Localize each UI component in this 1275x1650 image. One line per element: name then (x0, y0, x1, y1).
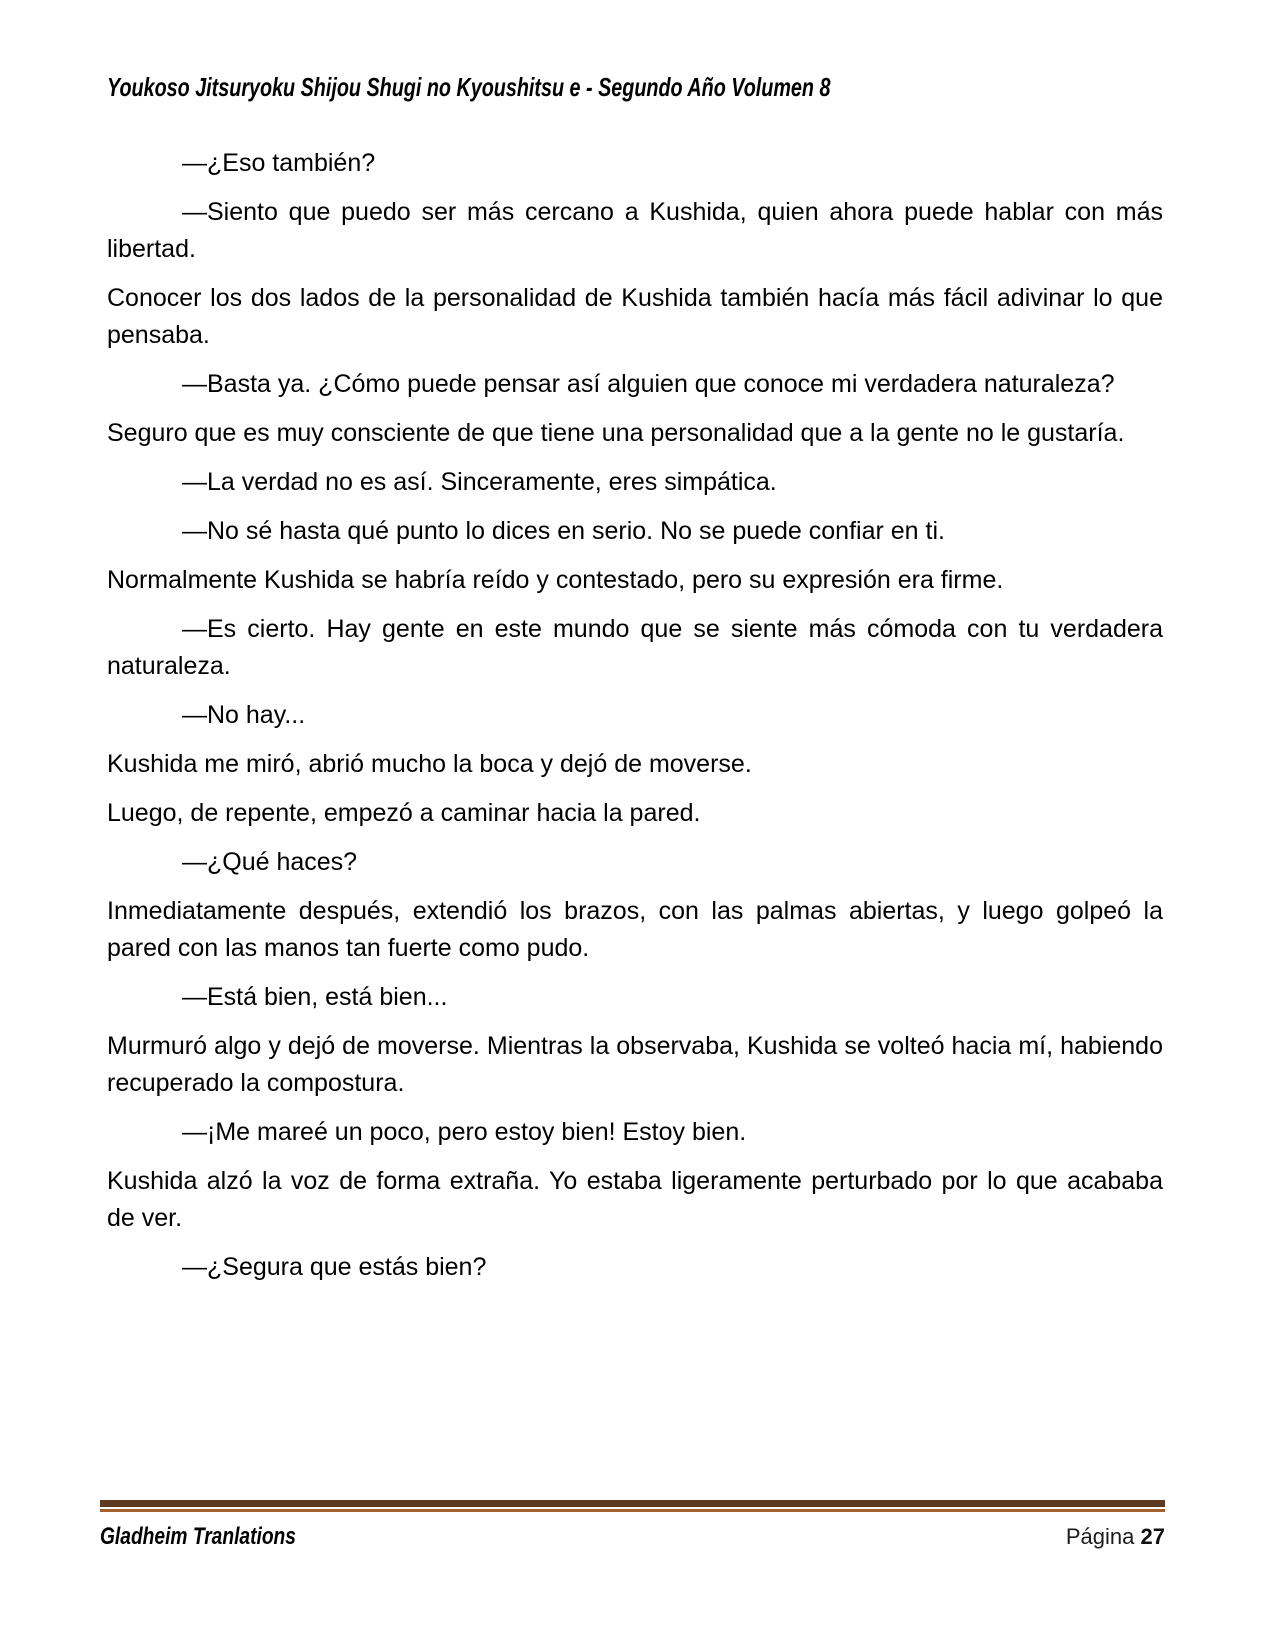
paragraph: Normalmente Kushida se habría reído y contestado, pero su expresión era firme. (107, 566, 1004, 594)
footer-rule-thin (100, 1509, 1165, 1512)
page-footer (100, 1500, 1165, 1551)
translator-credit: Gladheim Tranlations (100, 1523, 296, 1550)
paragraph: —¡Me mareé un poco, pero estoy bien! Estoy bien. (182, 1118, 747, 1146)
paragraph: Murmuró algo y dejó de moverse. Mientras la observaba, Kushida se volteó hacia mí, habiendo recuperado la compostura. (107, 1032, 1163, 1097)
footer-rule-thick (100, 1500, 1165, 1507)
page-number-label: Página (1065, 1524, 1135, 1549)
paragraph: —¿Eso también? (182, 149, 376, 177)
page-header (107, 72, 1163, 103)
page-number (1066, 1524, 1165, 1550)
paragraph: —Siento que puedo ser más cercano a Kushida, quien ahora puede hablar con más libertad. (107, 198, 1163, 263)
paragraph: Kushida alzó la voz de forma extraña. Yo estaba ligeramente perturbado por lo que acababa de ver. (107, 1167, 1163, 1232)
paragraph: Inmediatamente después, extendió los brazos, con las palmas abiertas, y luego golpeó la pared con las manos tan fuerte como pudo. (107, 897, 1163, 962)
page-number-value: 27 (1140, 1524, 1165, 1549)
header-title: Youkoso Jitsuryoku Shijou Shugi no Kyoushitsu e - Segundo Año Volumen 8 (107, 72, 831, 102)
paragraph: Luego, de repente, empezó a caminar hacia la pared. (107, 799, 701, 827)
paragraph: —La verdad no es así. Sinceramente, eres simpática. (182, 468, 777, 496)
paragraph: Conocer los dos lados de la personalidad de Kushida también hacía más fácil adivinar lo que pensaba. (107, 284, 1163, 349)
paragraph: —¿Qué haces? (182, 848, 358, 876)
paragraph: —Está bien, está bien... (182, 983, 448, 1011)
paragraph: —Es cierto. Hay gente en este mundo que se siente más cómoda con tu verdadera naturaleza. (107, 615, 1163, 680)
paragraph: —No hay... (182, 701, 306, 729)
paragraph: Seguro que es muy consciente de que tiene una personalidad que a la gente no le gustaría. (107, 419, 1125, 447)
paragraph: Kushida me miró, abrió mucho la boca y dejó de moverse. (107, 750, 752, 778)
footer-row (100, 1523, 1165, 1551)
footer-rule (100, 1500, 1165, 1512)
paragraph: —No sé hasta qué punto lo dices en serio. No se puede confiar en ti. (182, 517, 945, 545)
body-text (107, 145, 1163, 1286)
paragraph: —Basta ya. ¿Cómo puede pensar así alguien que conoce mi verdadera naturaleza? (182, 370, 1115, 398)
paragraph: —¿Segura que estás bien? (182, 1253, 487, 1281)
